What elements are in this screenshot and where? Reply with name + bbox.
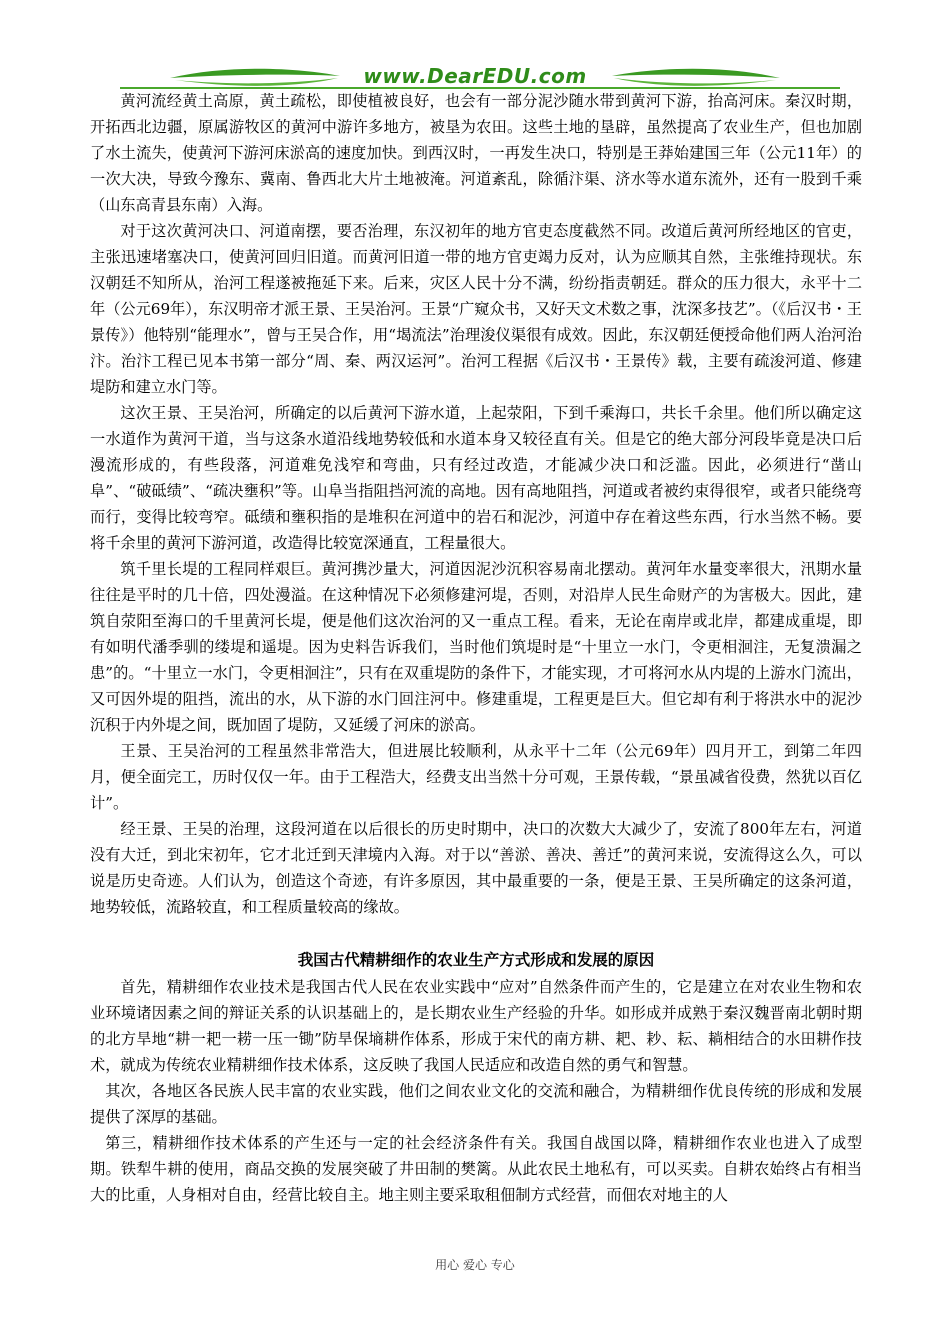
paragraph: 对于这次黄河决口、河道南摆，要否治理，东汉初年的地方官吏态度截然不同。改道后黄河所经地区的官吏，主张迅速堵塞决口，使黄河回归旧道。而黄河旧道一带的地方官吏竭力反对，认为应顺其自然，主张维持现状。东汉朝廷不知所从，治河工程遂被拖延下来。后来，灾区人民十分不满，纷纷指责朝廷。群众的压力很大，永平十二年（公元69年），东汉明帝才派王景、王吴治河。王景“广窥众书，又好天文术数之事，沈深多技艺”。（《后汉书・王景传》）他特别“能理水”，曾与王吴合作，用“堨流法”治理浚仪渠很有成效。因此，东汉朝廷便授命他们两人治河治汴。治汴工程已见本书第一部分“周、秦、两汉运河”。治河工程据《后汉书・王景传》载，主要有疏浚河道、修建堤防和建立水门等。 — [90, 222, 862, 396]
article-body — [90, 88, 862, 1208]
paragraph: 首先，精耕细作农业技术是我国古代人民在农业实践中“应对”自然条件而产生的，它是建立在对农业生物和农业环境诸因素之间的辩证关系的认识基础上的，是长期农业生产经验的升华。如形成并成熟于秦汉魏晋南北朝时期的北方旱地“耕一耙一耢一压一锄”防旱保墒耕作体系，形成于宋代的南方耕、耙、耖、耘、耥相结合的水田耕作技术，就成为传统农业精耕细作技术体系，这反映了我国人民适应和改造自然的勇气和智慧。 — [90, 978, 862, 1074]
page-footer: 用心 爱心 专心 — [435, 1258, 515, 1272]
paragraph: 黄河流经黄土高原，黄土疏松，即使植被良好，也会有一部分泥沙随水带到黄河下游，抬高河床。秦汉时期，开拓西北边疆，原属游牧区的黄河中游许多地方，被垦为农田。这些土地的垦辟，虽然提高了农业生产，但也加剧了水土流失，使黄河下游河床淤高的速度加快。到西汉时，一再发生决口，特别是王莽始建国三年（公元11年）的一次大决，导致今豫东、冀南、鲁西北大片土地被淹。河道紊乱，除循汴渠、济水等水道东流外，还有一股到千乘（山东高青县东南）入海。 — [90, 92, 862, 214]
paragraph: 其次，各地区各民族人民丰富的农业实践，他们之间农业文化的交流和融合，为精耕细作优良传统的形成和发展提供了深厚的基础。 — [90, 1082, 862, 1126]
site-logo[interactable]: www.DearEDU.com — [363, 64, 587, 88]
paragraph: 这次王景、王吴治河，所确定的以后黄河下游水道，上起荥阳，下到千乘海口，共长千余里。他们所以确定这一水道作为黄河干道，当与这条水道沿线地势较低和水道本身又较径直有关。但是它的绝大部分河段毕竟是决口后漫流形成的，有些段落，河道难免浅窄和弯曲，只有经过改造，才能减少决口和泛滥。因此，必须进行“凿山阜”、“破砥绩”、“疏决壅积”等。山阜当指阻挡河流的高地。因有高地阻挡，河道或者被约束得很窄，或者只能绕弯而行，变得比较弯窄。砥绩和壅积指的是堆积在河道中的岩石和泥沙，河道中存在着这些东西，行水当然不畅。要将千余里的黄河下游河道，改造得比较宽深通直，工程量很大。 — [90, 404, 862, 552]
paragraph: 筑千里长堤的工程同样艰巨。黄河携沙量大，河道因泥沙沉积容易南北摆动。黄河年水量变率很大，汛期水量往往是平时的几十倍，四处漫溢。在这种情况下必须修建河堤，否则，对沿岸人民生命财产的为害极大。因此，建筑自荥阳至海口的千里黄河长堤，便是他们这次治河的又一重点工程。看来，无论在南岸或北岸，都建成重堤，即有如明代潘季驯的缕堤和遥堤。因为史料告诉我们，当时他们筑堤时是“十里立一水门，令更相洄注，无复溃漏之患”的。“十里立一水门，令更相洄注”，只有在双重堤防的条件下，才能实现，才可将河水从内堤的上游水门流出，又可因外堤的阻挡，流出的水，从下游的水门回注河中。修建重堤，工程更是巨大。但它却有利于将洪水中的泥沙沉积于内外堤之间，既加固了堤防，又延缓了河床的淤高。 — [90, 560, 862, 734]
section-title: 我国古代精耕细作的农业生产方式形成和发展的原因 — [297, 951, 655, 969]
paragraph: 经王景、王吴的治理，这段河道在以后很长的历史时期中，决口的次数大大减少了，安流了800年左右，河道没有大迁，到北宋初年，它才北迁到天津境内入海。对于以“善淤、善决、善迁”的黄河来说，安流得这么久，可以说是历史奇迹。人们认为，创造这个奇迹，有许多原因，其中最重要的一条，便是王景、王吴所确定的这条河道，地势较低，流路较直，和工程质量较高的缘故。 — [90, 820, 862, 916]
paragraph: 第三，精耕细作技术体系的产生还与一定的社会经济条件有关。我国自战国以降，精耕细作农业也进入了成型期。铁犁牛耕的使用，商品交换的发展突破了井田制的樊篱。从此农民土地私有，可以买卖。自耕农始终占有相当大的比重，人身相对自由，经营比较自主。地主则主要采取租佃制方式经营，而佃农对地主的人 — [90, 1134, 862, 1204]
paragraph: 王景、王吴治河的工程虽然非常浩大，但进展比较顺利，从永平十二年（公元69年）四月开工，到第二年四月，便全面完工，历时仅仅一年。由于工程浩大，经费支出当然十分可观，王景传载，“景虽减省役费，然犹以百亿计”。 — [90, 742, 862, 812]
